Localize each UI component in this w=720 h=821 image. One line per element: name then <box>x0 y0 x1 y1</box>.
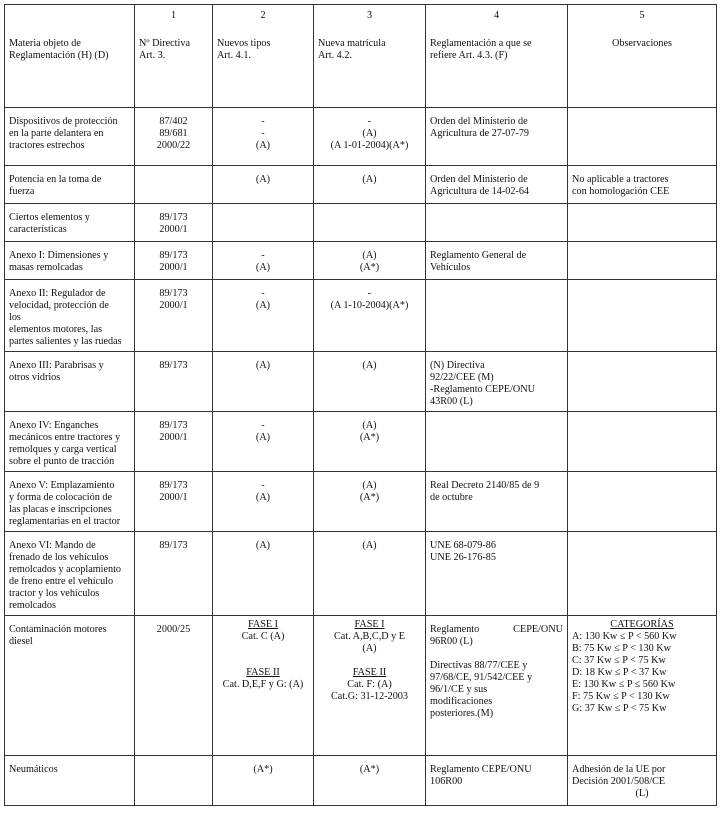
observaciones-cell <box>568 108 717 166</box>
directiva-cell: 89/173 2000/1 <box>135 412 213 472</box>
nuevos-tipos-cell: - (A) <box>213 412 314 472</box>
header-materia: Materia objeto de Reglamentación (H) (D) <box>5 5 135 108</box>
reglamentacion-cell <box>426 204 568 242</box>
nuevos-tipos-cell: - - (A) <box>213 108 314 166</box>
table-row <box>5 108 717 166</box>
nueva-matricula-cell: (A) <box>314 166 426 204</box>
table-row <box>5 472 717 532</box>
directiva-cell: 89/173 2000/1 <box>135 204 213 242</box>
directiva-cell: 89/173 <box>135 532 213 616</box>
materia-cell: Contaminación motores diesel <box>5 616 135 756</box>
reglamentacion-cell: UNE 68-079-86 UNE 26-176-85 <box>426 532 568 616</box>
directiva-cell <box>135 756 213 806</box>
directiva-cell: 89/173 2000/1 <box>135 280 213 352</box>
observaciones-cell: No aplicable a tractores con homologación CEE <box>568 166 717 204</box>
table-row <box>5 280 717 352</box>
nuevos-tipos-cell: - (A) <box>213 280 314 352</box>
table-row <box>5 242 717 280</box>
header-nuevos-tipos: 2 Nuevos tipos Art. 4.1. <box>213 5 314 108</box>
materia-cell: Anexo I: Dimensiones y masas remolcadas <box>5 242 135 280</box>
reglamentacion-cell: Real Decreto 2140/85 de 9 de octubre <box>426 472 568 532</box>
reglamentacion-cell: Reglamento CEPE/ONU 106R00 <box>426 756 568 806</box>
nueva-matricula-cell: - (A) (A 1-01-2004)(A*) <box>314 108 426 166</box>
nuevos-tipos-cell <box>213 204 314 242</box>
nuevos-tipos-cell: FASE I Cat. C (A) FASE II Cat. D,E,F y G: (A) <box>213 616 314 756</box>
nueva-matricula-cell: (A) (A*) <box>314 472 426 532</box>
table-row <box>5 352 717 412</box>
nueva-matricula-cell: (A) (A*) <box>314 242 426 280</box>
table-row <box>5 756 717 806</box>
table-row <box>5 204 717 242</box>
nueva-matricula-cell: (A) (A*) <box>314 412 426 472</box>
observaciones-cell <box>568 280 717 352</box>
directiva-cell: 89/173 2000/1 <box>135 242 213 280</box>
fase-title: FASE I <box>247 619 279 630</box>
reglamentacion-cell: Reglamento CEPE/ONU 96R00 (L) Directivas 88/77/CEE y 97/68/CE, 91/542/CEE y 96/1/CE y sus modificaciones posteriores.(M) <box>426 616 568 756</box>
nuevos-tipos-cell: (A) <box>213 352 314 412</box>
fase-title: FASE II <box>352 667 387 678</box>
observaciones-cell <box>568 532 717 616</box>
directiva-cell: 89/173 <box>135 352 213 412</box>
materia-cell: Anexo IV: Enganches mecánicos entre tractores y remolques y carga vertical sobre el punto de tracción <box>5 412 135 472</box>
reglamentacion-cell: Orden del Ministerio de Agricultura de 14-02-64 <box>426 166 568 204</box>
regulation-table <box>4 4 717 806</box>
nuevos-tipos-cell: (A) <box>213 166 314 204</box>
header-directiva: 1 Nº Directiva Art. 3. <box>135 5 213 108</box>
table-row <box>5 616 717 756</box>
header-reglamentacion: 4 Reglamentación a que se refiere Art. 4.3. (F) <box>426 5 568 108</box>
header-row <box>5 5 717 108</box>
fase-title: FASE II <box>246 667 280 678</box>
observaciones-cell: CATEGORÍAS A: 130 Kw ≤ P < 560 Kw B: 75 Kw ≤ P < 130 Kw C: 37 Kw ≤ P < 75 Kw D: 18 Kw ≤ P < 37 Kw E: 130 Kw ≤ P ≤ 560 Kw F: 75 Kw ≤ P < 130 Kw G: 37 Kw ≤ P < 75 Kw <box>568 616 717 756</box>
nuevos-tipos-cell: (A*) <box>213 756 314 806</box>
observaciones-cell <box>568 242 717 280</box>
materia-cell: Potencia en la toma de fuerza <box>5 166 135 204</box>
reglamentacion-cell: (N) Directiva 92/22/CEE (M) -Reglamento CEPE/ONU 43R00 (L) <box>426 352 568 412</box>
fase-title: FASE I <box>354 619 385 630</box>
nuevos-tipos-cell: - (A) <box>213 472 314 532</box>
table-row <box>5 412 717 472</box>
observaciones-cell <box>568 204 717 242</box>
header-observaciones: 5 Observaciones <box>568 5 717 108</box>
materia-cell: Anexo III: Parabrisas y otros vidrios <box>5 352 135 412</box>
observaciones-cell <box>568 412 717 472</box>
header-nueva-matricula: 3 Nueva matrícula Art. 4.2. <box>314 5 426 108</box>
observaciones-cell <box>568 472 717 532</box>
nuevos-tipos-cell: (A) <box>213 532 314 616</box>
nueva-matricula-cell <box>314 204 426 242</box>
categorias-title: CATEGORÍAS <box>610 619 674 630</box>
directiva-cell: 87/402 89/681 2000/22 <box>135 108 213 166</box>
table-row <box>5 532 717 616</box>
directiva-cell: 89/173 2000/1 <box>135 472 213 532</box>
materia-cell: Dispositivos de protección en la parte delantera en tractores estrechos <box>5 108 135 166</box>
materia-cell: Ciertos elementos y características <box>5 204 135 242</box>
materia-cell: Anexo V: Emplazamiento y forma de colocación de las placas e inscripciones reglamentarias en el tractor <box>5 472 135 532</box>
observaciones-cell <box>568 352 717 412</box>
reglamentacion-cell: Orden del Ministerio de Agricultura de 27-07-79 <box>426 108 568 166</box>
nueva-matricula-cell: - (A 1-10-2004)(A*) <box>314 280 426 352</box>
directiva-cell <box>135 166 213 204</box>
directiva-cell: 2000/25 <box>135 616 213 756</box>
reglamentacion-cell <box>426 280 568 352</box>
nueva-matricula-cell: (A) <box>314 532 426 616</box>
nuevos-tipos-cell: - (A) <box>213 242 314 280</box>
reglamentacion-cell: Reglamento General de Vehículos <box>426 242 568 280</box>
nueva-matricula-cell: FASE I Cat. A,B,C,D y E (A) FASE II Cat. F: (A) Cat.G: 31-12-2003 <box>314 616 426 756</box>
observaciones-cell: Adhesión de la UE por Decisión 2001/508/CE (L) <box>568 756 717 806</box>
nueva-matricula-cell: (A*) <box>314 756 426 806</box>
materia-cell: Neumáticos <box>5 756 135 806</box>
reglamentacion-cell <box>426 412 568 472</box>
materia-cell: Anexo II: Regulador de velocidad, protección de los elementos motores, las partes salientes y las ruedas <box>5 280 135 352</box>
table-row <box>5 166 717 204</box>
materia-cell: Anexo VI: Mando de frenado de los vehículos remolcados y acoplamiento de freno entre el vehículo tractor y los vehículos remolcados <box>5 532 135 616</box>
nueva-matricula-cell: (A) <box>314 352 426 412</box>
